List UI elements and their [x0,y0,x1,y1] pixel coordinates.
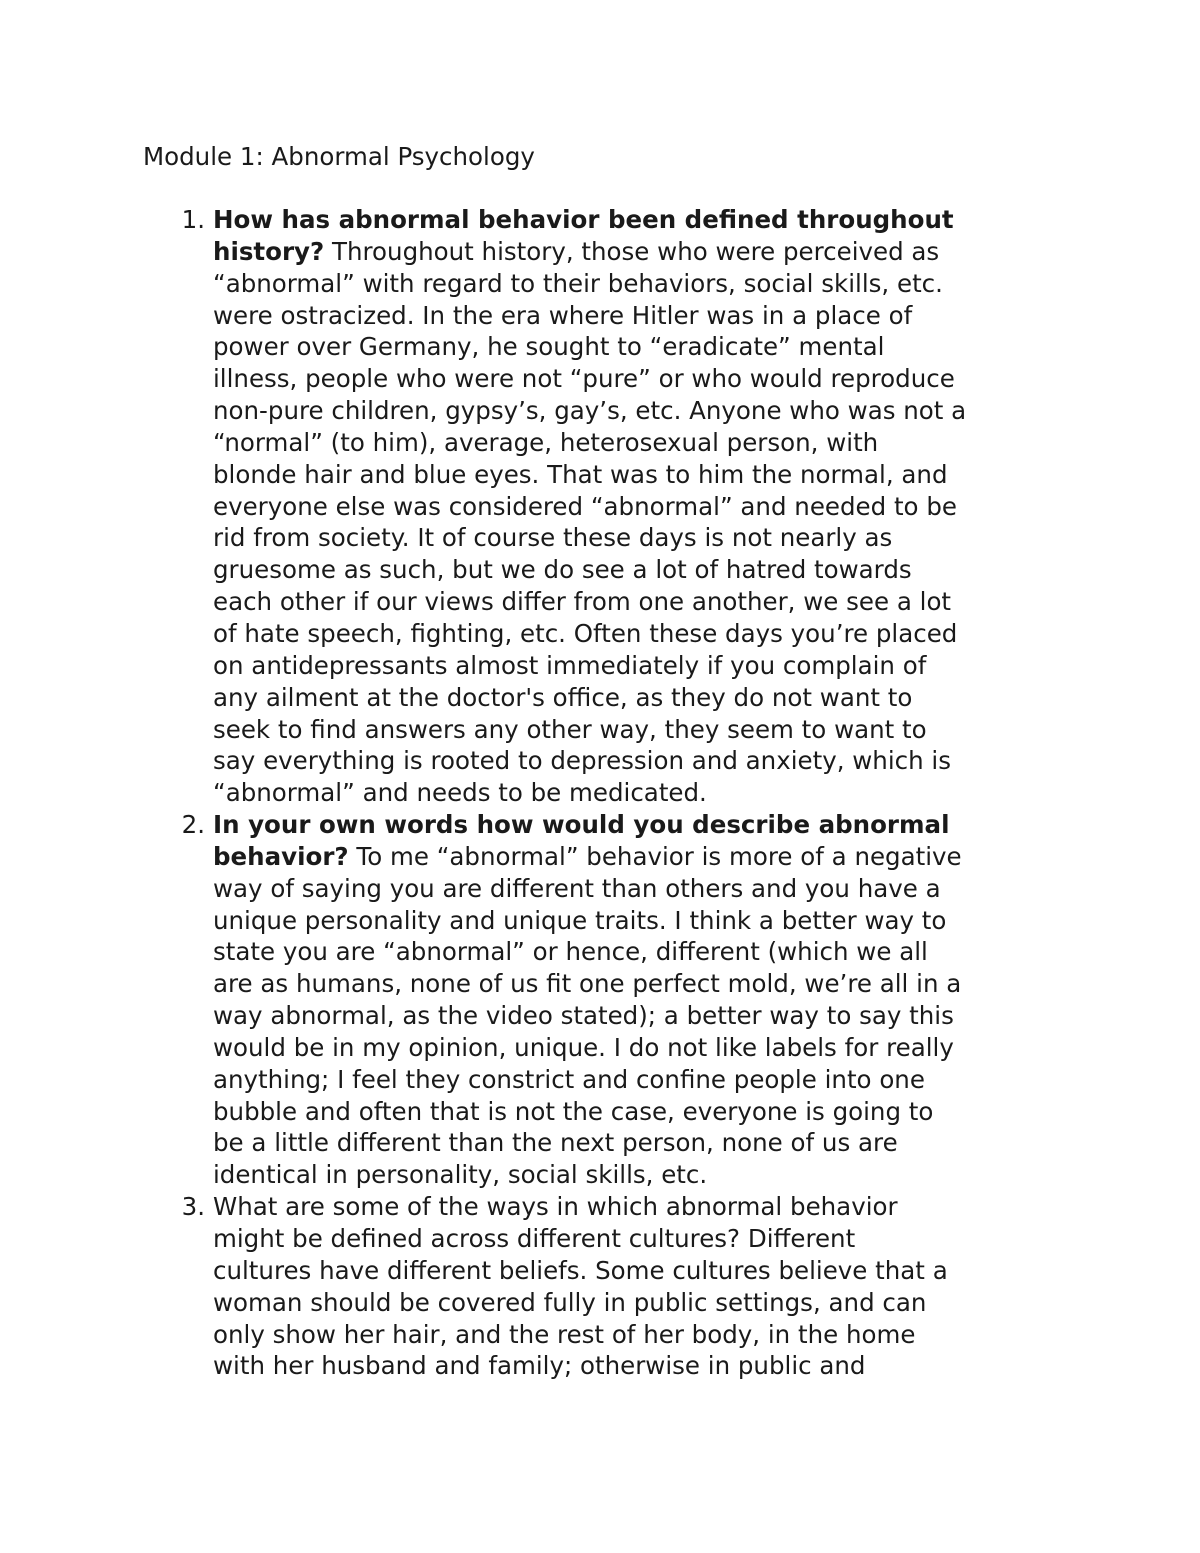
answer-text: “abnormal” with regard to their behaviors, social skills, etc. [213,268,943,298]
text-line [213,1287,1073,1319]
text-line [213,1191,1073,1223]
answer-text: gruesome as such, but we do see a lot of hatred towards [213,555,912,585]
answer-text: non-pure children, gypsy’s, gay’s, etc. Anyone who was not a [213,396,967,426]
answer-text: would be in my opinion, unique. I do not like labels for really [213,1032,954,1062]
text-line [213,1000,1073,1032]
answer-text: woman should be covered fully in public settings, and can [213,1287,927,1317]
answer-text: rid from society. It of course these days is not nearly as [213,523,893,553]
text-line [213,586,1073,618]
text-line [213,841,1073,873]
answer-text: state you are “abnormal” or hence, different (which we all [213,937,928,967]
answer-text: cultures have different beliefs. Some cultures believe that a [213,1255,948,1285]
answer-text: power over Germany, he sought to “eradicate” mental [213,332,885,362]
answer-text: To me “abnormal” behavior is more of a negative [348,841,962,871]
answer-text: illness, people who were not “pure” or who would reproduce [213,364,955,394]
answer-text: any ailment at the doctor's office, as they do not want to [213,682,913,712]
text-line [213,363,1073,395]
answer-text: bubble and often that is not the case, everyone is going to [213,1096,934,1126]
text-line [213,618,1073,650]
text-line [213,236,1073,268]
answer-text: “abnormal” and needs to be medicated. [213,778,707,808]
text-line [213,650,1073,682]
answer-text: of hate speech, fighting, etc. Often these days you’re placed [213,618,958,648]
text-line [213,873,1073,905]
list-number: 1. [181,205,205,234]
text-line [213,777,1073,809]
text-line [213,1159,1073,1191]
answer-text: What are some of the ways in which abnormal behavior [213,1192,898,1222]
text-line [213,745,1073,777]
question-item [181,809,1073,1191]
text-line [213,300,1073,332]
text-line [213,1032,1073,1064]
answer-text: might be defined across different cultures? Different [213,1224,856,1253]
text-line [213,204,1073,236]
answer-text: each other if our views differ from one another, we see a lot [213,587,952,617]
text-line [213,427,1073,459]
text-line [213,1255,1073,1287]
text-line [213,809,1073,841]
answer-text: blonde hair and blue eyes. That was to him the normal, and [213,459,948,489]
question-list [181,204,1073,1382]
answer-text: way of saying you are different than others and you have a [213,873,941,903]
text-line [213,968,1073,1000]
answer-text: identical in personality, social skills, etc. [213,1160,708,1190]
answer-text: Throughout history, those who were perceived as [324,236,940,266]
list-number: 3. [181,1192,205,1222]
text-line [213,331,1073,363]
answer-text: everyone else was considered “abnormal” and needed to be [213,491,957,521]
text-line [213,714,1073,746]
answer-text: unique personality and unique traits. I think a better way to [213,905,947,935]
answer-text: were ostracized. In the era where Hitler was in a place of [213,300,913,330]
answer-text: on antidepressants almost immediately if you complain of [213,650,927,680]
text-line [213,522,1073,554]
text-line [213,1096,1073,1128]
answer-text: anything; I feel they constrict and confine people into one [213,1064,925,1094]
question-item [181,204,1073,809]
question-text: behavior? [213,841,349,871]
text-line [213,1127,1073,1159]
question-text: In your own words how would you describe abnormal [213,810,950,840]
answer-text: say everything is rooted to depression and anxiety, which is [213,746,952,776]
text-line [213,268,1073,300]
answer-text: only show her hair, and the rest of her body, in the home [213,1319,916,1349]
question-text: How has abnormal behavior been defined throughout [213,205,954,234]
text-line [213,1319,1073,1351]
text-line [213,491,1073,523]
text-line [213,554,1073,586]
answer-text: be a little different than the next person, none of us are [213,1128,898,1158]
text-line [213,459,1073,491]
answer-text: way abnormal, as the video stated); a better way to say this [213,1001,954,1031]
document-title: Module 1: Abnormal Psychology [143,142,535,171]
answer-text: “normal” (to him), average, heterosexual person, with [213,427,879,457]
list-number: 2. [181,810,205,840]
answer-text: are as humans, none of us fit one perfect mold, we’re all in a [213,969,962,999]
text-line [213,1064,1073,1096]
text-line [213,936,1073,968]
question-item [181,1191,1073,1382]
answer-text: with her husband and family; otherwise in public and [213,1351,866,1381]
text-line [213,682,1073,714]
text-line [213,395,1073,427]
answer-text: seek to find answers any other way, they seem to want to [213,714,927,744]
text-line [213,1223,1073,1255]
text-line [213,1350,1073,1382]
question-text: history? [213,236,325,266]
text-line [213,905,1073,937]
